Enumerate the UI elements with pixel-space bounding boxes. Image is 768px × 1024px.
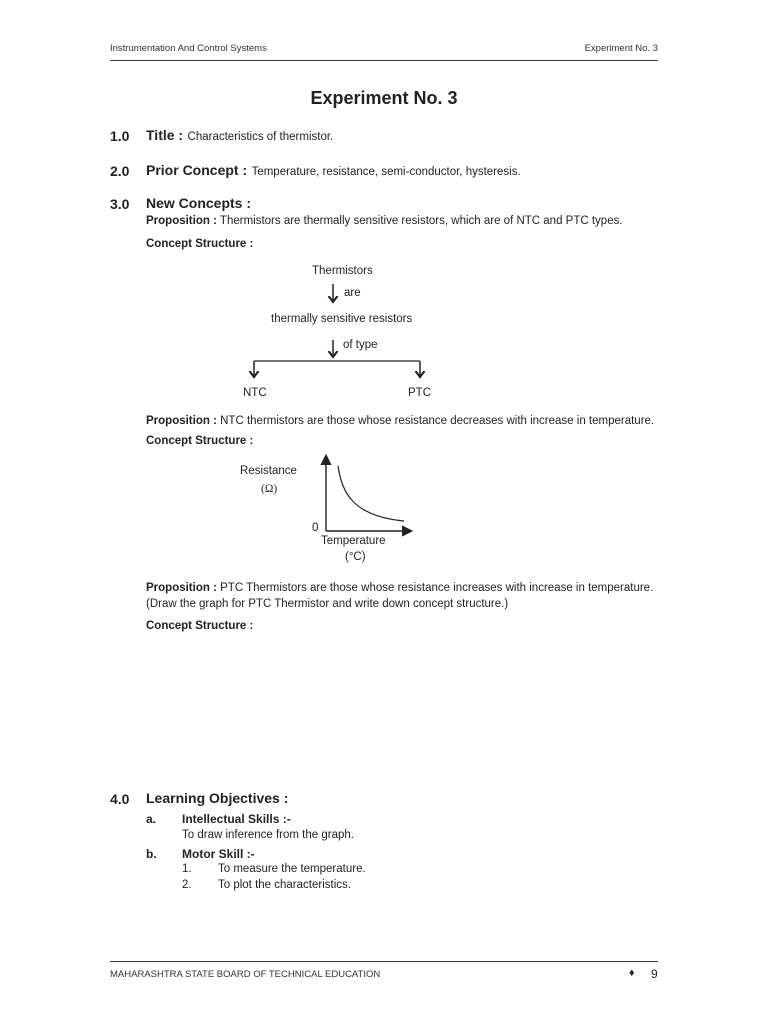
section-4-number: 4.0 [110, 791, 130, 807]
section-2-number: 2.0 [110, 163, 130, 179]
diagram-link-2: of type [343, 339, 378, 351]
section-3-label: New Concepts : [146, 195, 252, 211]
proposition-3-label: Proposition : [146, 582, 217, 594]
objective-a-text: To draw inference from the graph. [182, 829, 354, 841]
objective-a-marker: a. [146, 812, 157, 826]
proposition-1-text: Thermistors are thermally sensitive resistors, which are of NTC and PTC types. [219, 215, 623, 227]
graph-x-label: Temperature [321, 535, 386, 547]
proposition-1-label: Proposition : [146, 215, 217, 227]
graph-origin: 0 [312, 522, 319, 534]
section-2-text: Temperature, resistance, semi-conductor, hysteresis. [251, 166, 521, 178]
graph-y-label: Resistance [240, 465, 297, 477]
objective-b-item-2-number: 2. [182, 879, 192, 891]
page-title: Experiment No. 3 [310, 88, 458, 108]
header-right: Experiment No. 3 [584, 43, 658, 54]
concept-structure-2-label: Concept Structure : [146, 435, 254, 447]
diagram-ptc-node: PTC [408, 387, 431, 399]
graph-x-unit: (°C) [345, 551, 366, 563]
concept-structure-1-label: Concept Structure : [146, 238, 254, 250]
footer-left: MAHARASHTRA STATE BOARD OF TECHNICAL EDUCATION [110, 969, 381, 980]
section-2-label: Prior Concept : [146, 162, 248, 178]
section-3-number: 3.0 [110, 196, 130, 212]
objective-a-title: Intellectual Skills :- [182, 812, 291, 826]
objective-b-title: Motor Skill :- [182, 847, 255, 861]
objective-b-item-1-number: 1. [182, 863, 192, 875]
ntc-curve [338, 466, 404, 521]
proposition-3-instruction: (Draw the graph for PTC Thermistor and write down concept structure.) [146, 598, 509, 610]
footer-rule [110, 961, 658, 962]
proposition-3-text: PTC Thermistors are those whose resistance increases with increase in temperature. [220, 582, 654, 594]
objective-b-item-2-text: To plot the characteristics. [218, 879, 351, 891]
diagram-middle-node: thermally sensitive resistors [271, 313, 413, 325]
section-1-number: 1.0 [110, 128, 130, 144]
section-1-label: Title : [146, 127, 184, 143]
concept-structure-3-label: Concept Structure : [146, 620, 254, 632]
objective-b-item-1-text: To measure the temperature. [218, 863, 366, 875]
diagram-link-1: are [344, 287, 361, 299]
graph-y-unit: (Ω) [261, 483, 278, 495]
diagram-top-node: Thermistors [312, 265, 373, 277]
footer-bullet: ♦ [629, 967, 635, 979]
diagram-ntc-node: NTC [243, 387, 267, 399]
section-1-text: Characteristics of thermistor. [187, 131, 334, 143]
proposition-3 [146, 582, 653, 594]
proposition-2-text: NTC thermistors are those whose resistance decreases with increase in temperature. [220, 415, 655, 427]
page-number: 9 [651, 967, 658, 981]
header-left: Instrumentation And Control Systems [110, 43, 267, 54]
section-4-label: Learning Objectives : [146, 790, 289, 806]
proposition-2-label: Proposition : [146, 415, 217, 427]
objective-b-marker: b. [146, 847, 157, 861]
